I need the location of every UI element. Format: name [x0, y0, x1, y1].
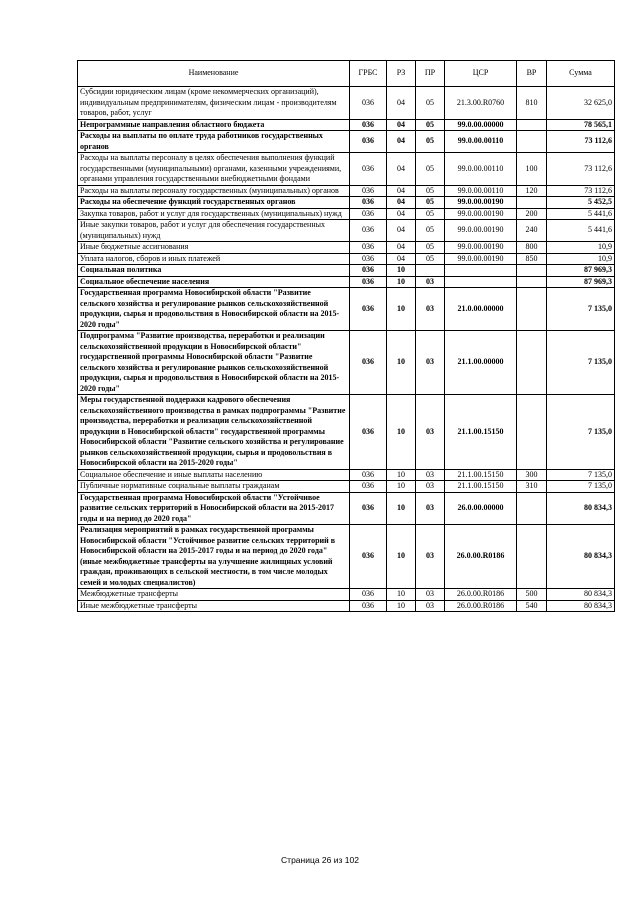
- cell-rz: 04: [387, 131, 416, 153]
- cell-rz: 04: [387, 242, 416, 254]
- cell-rz: 04: [387, 220, 416, 242]
- cell-csr: 21.1.00.15150: [445, 481, 517, 493]
- cell-rz: 10: [387, 589, 416, 601]
- cell-sum: 7 135,0: [547, 481, 615, 493]
- header-name: Наименование: [78, 61, 350, 87]
- cell-rz: 10: [387, 276, 416, 288]
- cell-name: Реализация мероприятий в рамках государственной программы Новосибирской области "Устойчивое развитие сельских территорий в Новосибирской области на 2015-2017 годы и на период до 2020 года" (иные межбюджетные трансферты на улучшение жилищных условий граждан, проживающих в сельской местности, в том числе молодых семей и молодых специалистов): [78, 525, 350, 589]
- cell-name: Иные бюджетные ассигнования: [78, 242, 350, 254]
- cell-rz: 04: [387, 153, 416, 186]
- cell-csr: 99.0.00.00190: [445, 242, 517, 254]
- cell-grbs: 036: [350, 331, 387, 395]
- cell-vr: [517, 131, 547, 153]
- cell-rz: 10: [387, 481, 416, 493]
- cell-pr: 03: [416, 276, 445, 288]
- cell-rz: 10: [387, 469, 416, 481]
- header-vr: ВР: [517, 61, 547, 87]
- cell-csr: 99.0.00.00110: [445, 185, 517, 197]
- cell-grbs: 036: [350, 242, 387, 254]
- cell-pr: 03: [416, 481, 445, 493]
- cell-pr: 05: [416, 87, 445, 120]
- cell-grbs: 036: [350, 288, 387, 331]
- page-number: Страница 26 из 102: [281, 855, 359, 865]
- cell-grbs: 036: [350, 492, 387, 525]
- cell-grbs: 036: [350, 87, 387, 120]
- cell-pr: 05: [416, 185, 445, 197]
- cell-name: Расходы на выплаты персоналу в целях обеспечения выполнения функций государственными (муниципальными) органами, казенными учреждениями, органами управления государственными внебюджетными фондами: [78, 153, 350, 186]
- cell-vr: [517, 331, 547, 395]
- cell-rz: 10: [387, 331, 416, 395]
- table-row: [78, 265, 615, 277]
- cell-vr: [517, 288, 547, 331]
- cell-vr: 850: [517, 253, 547, 265]
- cell-rz: 10: [387, 600, 416, 612]
- table-row: [78, 469, 615, 481]
- cell-vr: [517, 197, 547, 209]
- cell-grbs: 036: [350, 253, 387, 265]
- cell-name: Расходы на выплаты по оплате труда работников государственных органов: [78, 131, 350, 153]
- cell-csr: 21.1.00.15150: [445, 395, 517, 470]
- cell-rz: 04: [387, 208, 416, 220]
- cell-vr: [517, 525, 547, 589]
- cell-vr: 500: [517, 589, 547, 601]
- cell-vr: 100: [517, 153, 547, 186]
- table-row: [78, 481, 615, 493]
- cell-grbs: 036: [350, 525, 387, 589]
- cell-sum: 73 112,6: [547, 185, 615, 197]
- cell-grbs: 036: [350, 265, 387, 277]
- cell-sum: 87 969,3: [547, 265, 615, 277]
- table-row: [78, 395, 615, 470]
- cell-csr: 21.1.00.00000: [445, 331, 517, 395]
- cell-name: Расходы на выплаты персоналу государственных (муниципальных) органов: [78, 185, 350, 197]
- cell-sum: 78 565,1: [547, 119, 615, 131]
- cell-name: Закупка товаров, работ и услуг для государственных (муниципальных) нужд: [78, 208, 350, 220]
- cell-pr: 03: [416, 331, 445, 395]
- cell-rz: 04: [387, 87, 416, 120]
- cell-grbs: 036: [350, 589, 387, 601]
- cell-name: Социальное обеспечение и иные выплаты населению: [78, 469, 350, 481]
- cell-pr: 03: [416, 469, 445, 481]
- cell-pr: 03: [416, 288, 445, 331]
- cell-sum: 80 834,3: [547, 589, 615, 601]
- cell-name: Социальная политика: [78, 265, 350, 277]
- cell-sum: 80 834,3: [547, 600, 615, 612]
- cell-sum: 80 834,3: [547, 525, 615, 589]
- cell-csr: 99.0.00.00190: [445, 208, 517, 220]
- table-row: [78, 208, 615, 220]
- cell-grbs: 036: [350, 395, 387, 470]
- cell-name: Субсидии юридическим лицам (кроме некоммерческих организаций), индивидуальным предпринимателям, физическим лицам - производителям товаров, работ, услуг: [78, 87, 350, 120]
- cell-pr: 05: [416, 253, 445, 265]
- cell-csr: [445, 276, 517, 288]
- cell-rz: 10: [387, 395, 416, 470]
- table-row: [78, 242, 615, 254]
- table-row: [78, 288, 615, 331]
- cell-csr: 99.0.00.00110: [445, 131, 517, 153]
- cell-grbs: 036: [350, 131, 387, 153]
- budget-table: [77, 60, 615, 612]
- table-row: [78, 253, 615, 265]
- cell-grbs: 036: [350, 197, 387, 209]
- table-row: [78, 276, 615, 288]
- cell-vr: 810: [517, 87, 547, 120]
- header-rz: РЗ: [387, 61, 416, 87]
- table-row: [78, 153, 615, 186]
- cell-csr: 26.0.00.00000: [445, 492, 517, 525]
- cell-vr: [517, 119, 547, 131]
- cell-pr: [416, 265, 445, 277]
- table-row: [78, 492, 615, 525]
- cell-rz: 10: [387, 288, 416, 331]
- table-row: [78, 119, 615, 131]
- cell-grbs: 036: [350, 119, 387, 131]
- cell-sum: 7 135,0: [547, 288, 615, 331]
- header-grbs: ГРБС: [350, 61, 387, 87]
- table-row: [78, 600, 615, 612]
- cell-rz: 04: [387, 197, 416, 209]
- cell-vr: 540: [517, 600, 547, 612]
- cell-pr: 05: [416, 197, 445, 209]
- cell-name: Непрограммные направления областного бюджета: [78, 119, 350, 131]
- cell-csr: 99.0.00.00190: [445, 220, 517, 242]
- table-row: [78, 197, 615, 209]
- cell-sum: 5 452,5: [547, 197, 615, 209]
- cell-name: Уплата налогов, сборов и иных платежей: [78, 253, 350, 265]
- cell-csr: 21.1.00.15150: [445, 469, 517, 481]
- cell-rz: 04: [387, 253, 416, 265]
- table-row: [78, 331, 615, 395]
- table-body: [78, 87, 615, 612]
- cell-pr: 05: [416, 119, 445, 131]
- cell-name: Расходы на обеспечение функций государственных органов: [78, 197, 350, 209]
- cell-sum: 10,9: [547, 242, 615, 254]
- cell-csr: 99.0.00.00110: [445, 153, 517, 186]
- cell-pr: 05: [416, 242, 445, 254]
- table-row: [78, 185, 615, 197]
- cell-vr: [517, 492, 547, 525]
- cell-pr: 05: [416, 131, 445, 153]
- cell-vr: [517, 276, 547, 288]
- cell-rz: 04: [387, 185, 416, 197]
- cell-name: Государственная программа Новосибирской области "Развитие сельского хозяйства и регулирование рынков сельскохозяйственной продукции, сырья и продовольствия в Новосибирской области на 2015-2020 годы": [78, 288, 350, 331]
- cell-pr: 03: [416, 525, 445, 589]
- cell-name: Социальное обеспечение населения: [78, 276, 350, 288]
- header-sum: Сумма: [547, 61, 615, 87]
- cell-csr: 21.3.00.R0760: [445, 87, 517, 120]
- cell-grbs: 036: [350, 185, 387, 197]
- cell-grbs: 036: [350, 469, 387, 481]
- cell-pr: 05: [416, 208, 445, 220]
- table-row: [78, 525, 615, 589]
- cell-vr: [517, 395, 547, 470]
- cell-csr: 26.0.00.R0186: [445, 525, 517, 589]
- cell-sum: 5 441,6: [547, 208, 615, 220]
- cell-sum: 80 834,3: [547, 492, 615, 525]
- cell-pr: 05: [416, 153, 445, 186]
- cell-vr: 310: [517, 481, 547, 493]
- cell-sum: 87 969,3: [547, 276, 615, 288]
- cell-grbs: 036: [350, 481, 387, 493]
- cell-pr: 05: [416, 220, 445, 242]
- cell-vr: 800: [517, 242, 547, 254]
- cell-sum: 7 135,0: [547, 395, 615, 470]
- cell-vr: 200: [517, 208, 547, 220]
- table-row: [78, 589, 615, 601]
- cell-csr: 99.0.00.00000: [445, 119, 517, 131]
- cell-sum: 32 625,0: [547, 87, 615, 120]
- cell-sum: 5 441,6: [547, 220, 615, 242]
- cell-name: Межбюджетные трансферты: [78, 589, 350, 601]
- header-row: [78, 61, 615, 87]
- cell-grbs: 036: [350, 153, 387, 186]
- cell-pr: 03: [416, 395, 445, 470]
- table-row: [78, 87, 615, 120]
- cell-name: Иные закупки товаров, работ и услуг для обеспечения государственных (муниципальных) нужд: [78, 220, 350, 242]
- cell-name: Подпрограмма "Развитие производства, переработки и реализации сельскохозяйственной продукции в Новосибирской области" государственной программы Новосибирской области "Развитие сельского хозяйства и регулирование рынков сельскохозяйственной продукции, сырья и продовольствия в Новосибирской области на 2015-2020 годы": [78, 331, 350, 395]
- cell-grbs: 036: [350, 600, 387, 612]
- table-row: [78, 220, 615, 242]
- cell-grbs: 036: [350, 208, 387, 220]
- cell-grbs: 036: [350, 276, 387, 288]
- cell-pr: 03: [416, 492, 445, 525]
- cell-vr: 300: [517, 469, 547, 481]
- table-row: [78, 131, 615, 153]
- cell-csr: 21.0.00.00000: [445, 288, 517, 331]
- cell-rz: 10: [387, 525, 416, 589]
- cell-csr: 99.0.00.00190: [445, 253, 517, 265]
- cell-name: Меры государственной поддержки кадрового обеспечения сельскохозяйственного производства в рамках подпрограммы "Развитие производства, переработки и реализации сельскохозяйственной продукции в Новосибирской области" государственной программы Новосибирской области "Развитие сельского хозяйства и регулирование рынков сельскохозяйственной продукции, сырья и продовольствия в Новосибирской области на 2015-2020 годы": [78, 395, 350, 470]
- cell-name: Иные межбюджетные трансферты: [78, 600, 350, 612]
- cell-csr: 26.0.00.R0186: [445, 589, 517, 601]
- cell-vr: 120: [517, 185, 547, 197]
- cell-csr: 26.0.00.R0186: [445, 600, 517, 612]
- header-pr: ПР: [416, 61, 445, 87]
- cell-sum: 73 112,6: [547, 153, 615, 186]
- cell-pr: 03: [416, 600, 445, 612]
- cell-pr: 03: [416, 589, 445, 601]
- cell-rz: 10: [387, 265, 416, 277]
- cell-sum: 73 112,6: [547, 131, 615, 153]
- cell-sum: 10,9: [547, 253, 615, 265]
- cell-grbs: 036: [350, 220, 387, 242]
- cell-rz: 04: [387, 119, 416, 131]
- cell-name: Публичные нормативные социальные выплаты гражданам: [78, 481, 350, 493]
- cell-csr: 99.0.00.00190: [445, 197, 517, 209]
- cell-rz: 10: [387, 492, 416, 525]
- cell-csr: [445, 265, 517, 277]
- cell-name: Государственная программа Новосибирской области "Устойчивое развитие сельских территорий в Новосибирской области на 2015-2017 годы и на период до 2020 года": [78, 492, 350, 525]
- cell-vr: [517, 265, 547, 277]
- header-csr: ЦСР: [445, 61, 517, 87]
- cell-vr: 240: [517, 220, 547, 242]
- cell-sum: 7 135,0: [547, 331, 615, 395]
- cell-sum: 7 135,0: [547, 469, 615, 481]
